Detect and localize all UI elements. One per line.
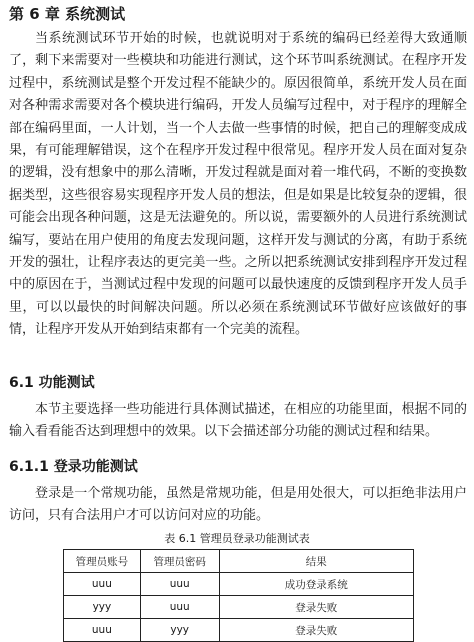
section-heading-6-1: 6.1 功能测试 — [9, 375, 95, 391]
header-admin-account: 管理员账号 — [64, 550, 141, 573]
cell-result: 登录失败 — [219, 596, 413, 619]
cell-password: yyy — [140, 619, 219, 642]
cell-account: yyy — [64, 596, 141, 619]
cell-result: 登录失败 — [219, 619, 413, 642]
header-result: 结果 — [219, 550, 413, 573]
cell-account: uuu — [64, 573, 141, 596]
table-row — [64, 619, 414, 642]
table-caption: 表 6.1 管理员登录功能测试表 — [164, 532, 310, 545]
cell-password: uuu — [140, 573, 219, 596]
section-6-1-1-paragraph: 登录是一个常规功能，虽然是常规功能，但是用处很大，可以拒绝非法用户访问，只有合法用户才可以访问对应的功能。 — [9, 486, 467, 524]
header-admin-password: 管理员密码 — [140, 550, 219, 573]
chapter-title: 第 6 章 系统测试 — [9, 5, 126, 23]
intro-paragraph: 当系统测试环节开始的时候，也就说明对于系统的编码已经差得大致通顺了，剩下来需要对一些模块和功能进行测试，这个环节叫系统测试。在程序开发过程中，系统测试是整个开发过程不能缺少的。原因很简单，系统开发人员在面对各种需求需要对各个模块进行编码，开发人员编写过程中，对于程序的理解全部在编码里面，一人计划，当一个人去做一些事情的时候，把自己的理解变成成果，有可能理解错误，这个在程序开发过程中很常见。程序开发人员在面对复杂的逻辑，没有想象中的那么清晰，开发过程就是面对着一堆代码，不断的变换数据类型，这些很容易实现程序开发人员的想法，但是如果是比较复杂的逻辑，很可能会出现各种问题，这是无法避免的。所以说，需要额外的人员进行系统测试编写，要站在用户使用的角度去发现问题，这样开发与测试的分离，有助于系统开发的强壮，让程序表达的更完美一些。之所以把系统测试安排到程序开发过程中的原因在于，当测试过程中发现的问题可以最快速度的反馈到程序开发人员手里，可以以最快的时间解决问题。所以必须在系统测试环节做好应该做好的事情，让程序开发从开始到结束都有一个完美的流程。 — [9, 31, 467, 338]
cell-account: uuu — [64, 619, 141, 642]
table-row — [64, 573, 414, 596]
login-test-table — [63, 549, 414, 642]
cell-result: 成功登录系统 — [219, 573, 413, 596]
section-6-1-paragraph: 本节主要选择一些功能进行具体测试描述，在相应的功能里面，根据不同的输入看看能否达到理想中的效果。以下会描述部分功能的测试过程和结果。 — [9, 402, 467, 440]
table-header-row — [64, 550, 414, 573]
cell-password: uuu — [140, 596, 219, 619]
table-row — [64, 596, 414, 619]
section-heading-6-1-1: 6.1.1 登录功能测试 — [9, 459, 138, 475]
